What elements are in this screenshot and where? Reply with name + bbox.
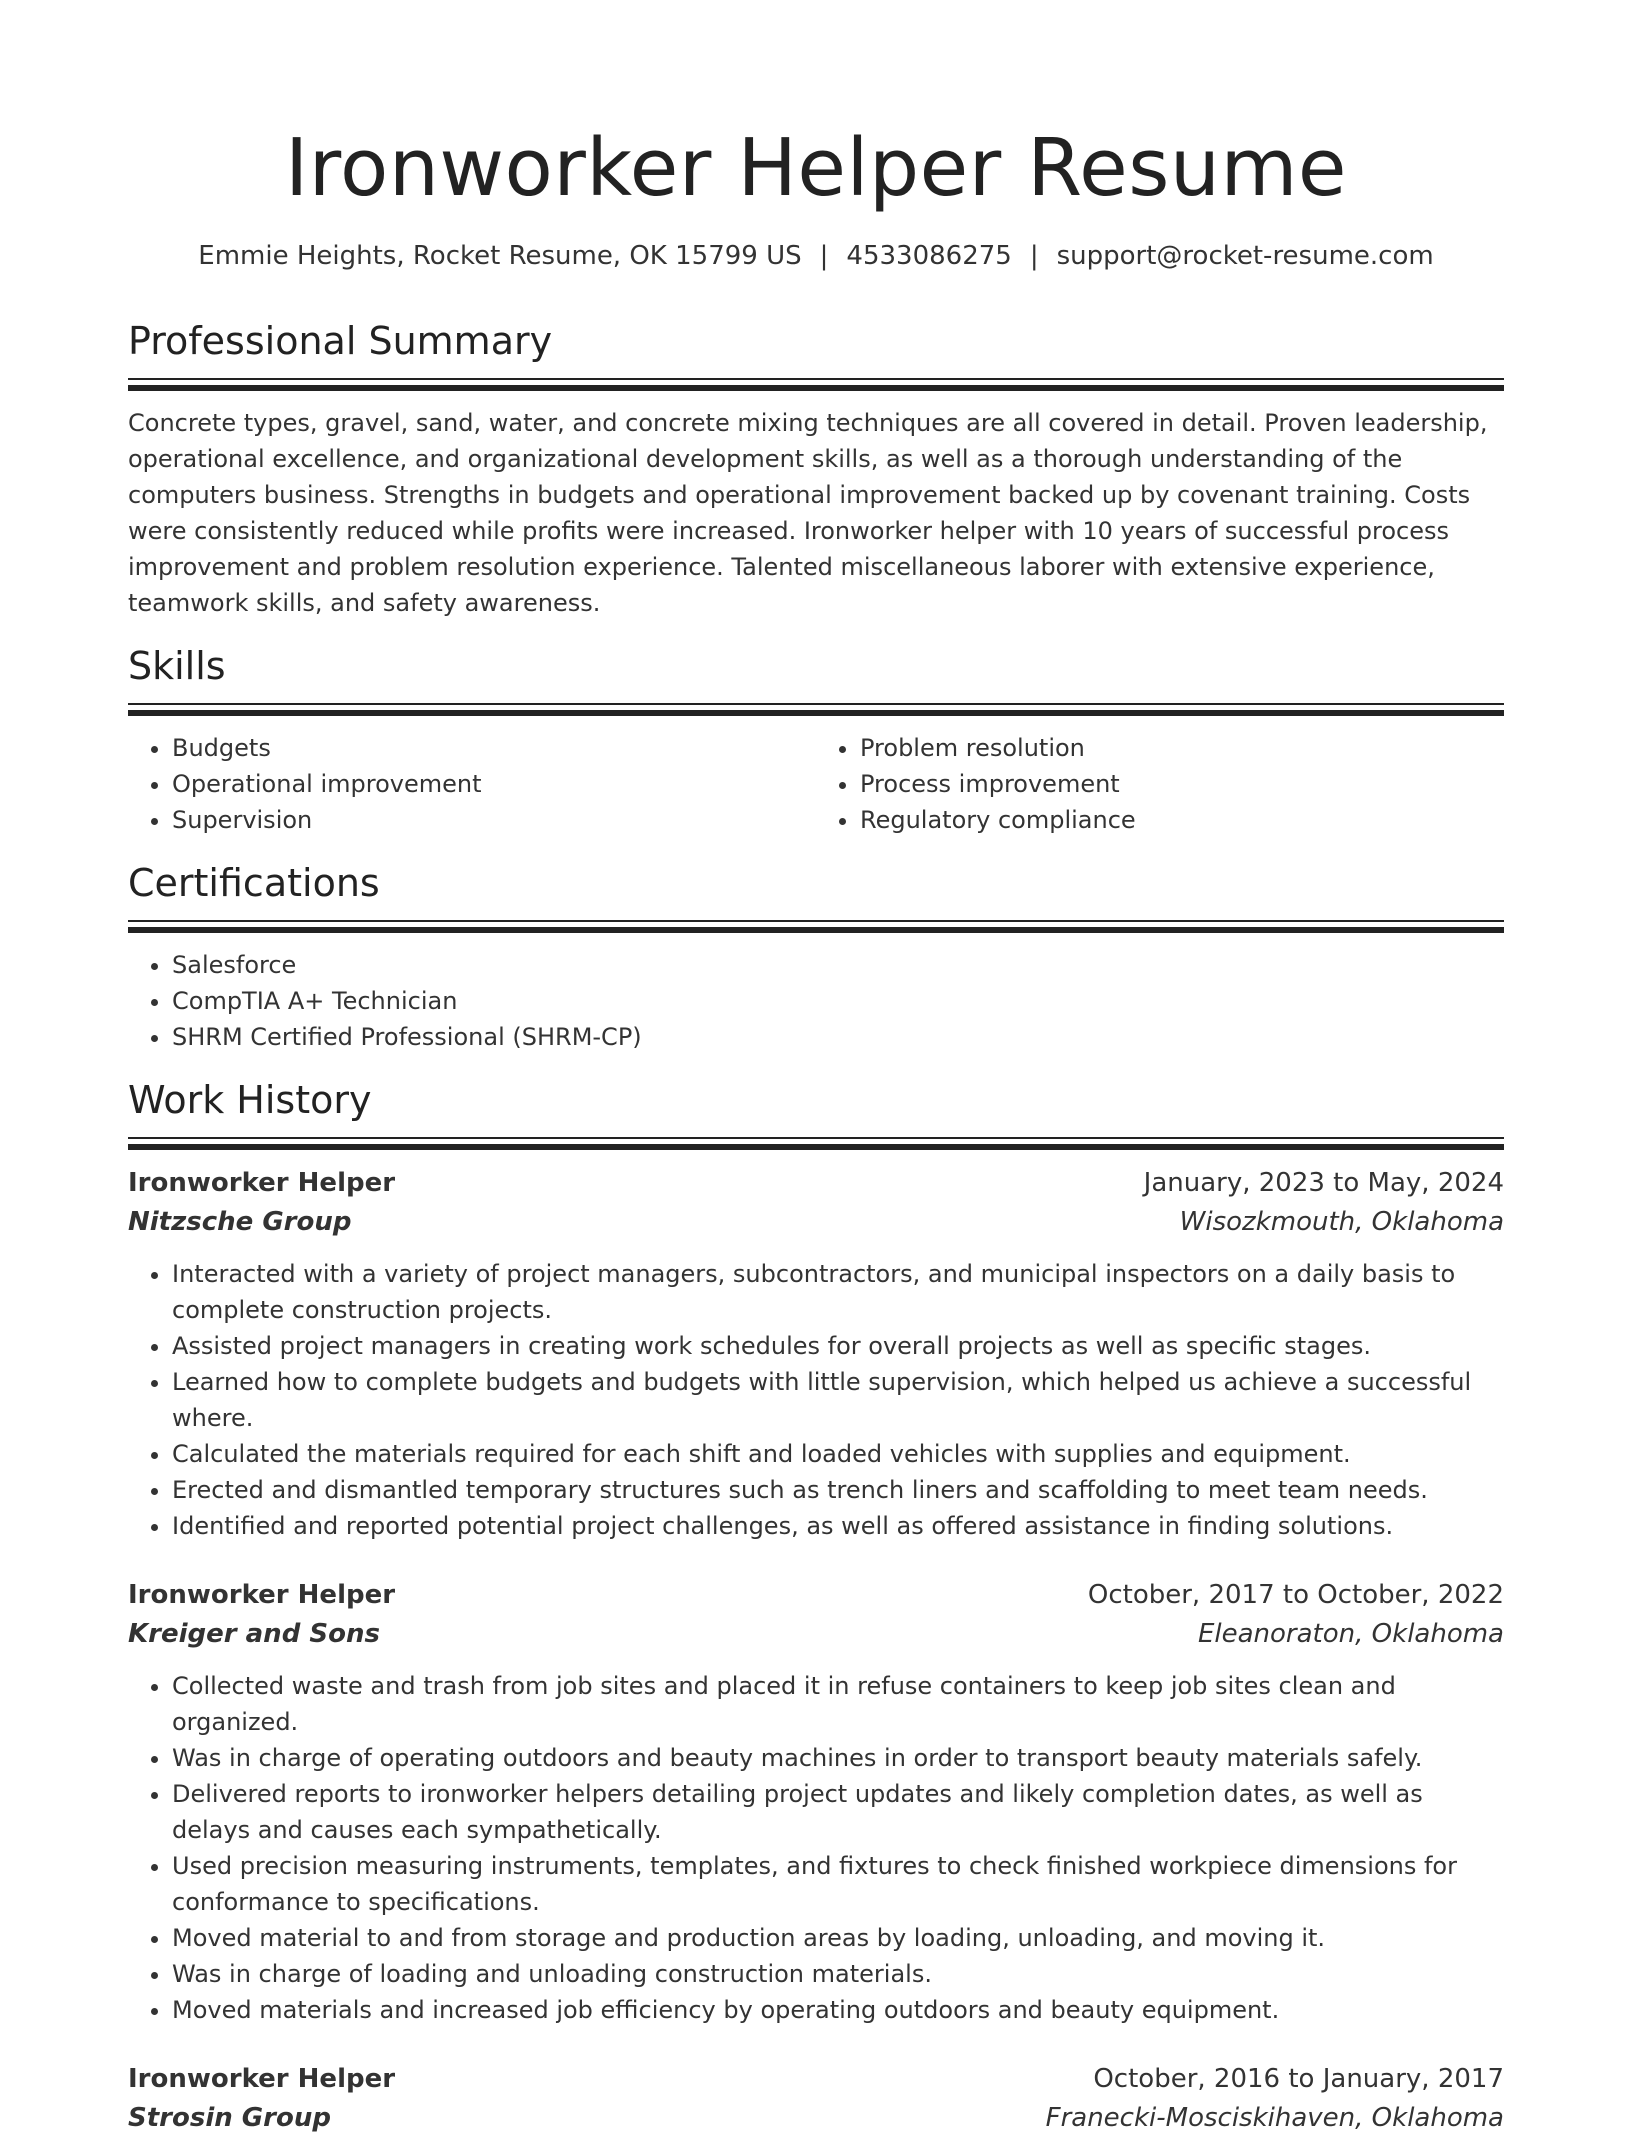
heading-rule-thick bbox=[128, 927, 1504, 933]
job-bullet: • Used precision measuring instruments, templates, and fixtures to check finished workpiece dimensions for conformance to specifications. bbox=[172, 1848, 1504, 1920]
certifications-section bbox=[128, 858, 1504, 1055]
contact-line bbox=[0, 238, 1632, 274]
job-company-row bbox=[128, 1615, 1504, 1654]
job-dates: January, 2023 to May, 2024 bbox=[1143, 1168, 1504, 1198]
job-bullet: • Interacted with a variety of project managers, subcontractors, and municipal inspectors on a daily basis to complete construction projects. bbox=[172, 1256, 1504, 1328]
certification-item: • CompTIA A+ Technician bbox=[172, 983, 1504, 1019]
job-bullet: • Learned how to complete budgets and budgets with little supervision, which helped us achieve a successful where. bbox=[172, 1364, 1504, 1436]
job-bullet: • Collected waste and trash from job sites and placed it in refuse containers to keep job sites clean and organized. bbox=[172, 1668, 1504, 1740]
certifications-list bbox=[128, 947, 1504, 1055]
job-company: Nitzsche Group bbox=[128, 1207, 352, 1237]
job-bullet: • Calculated the materials required for each shift and loaded vehicles with supplies and equipment. bbox=[172, 1436, 1504, 1472]
skill-item: • Supervision bbox=[172, 802, 816, 838]
skills-list-left bbox=[128, 730, 816, 838]
job-company: Strosin Group bbox=[128, 2103, 331, 2133]
work-history-heading: Work History bbox=[128, 1078, 372, 1122]
contact-separator: | bbox=[1029, 241, 1039, 271]
contact-separator: | bbox=[819, 241, 829, 271]
job-location: Eleanoraton, Oklahoma bbox=[1197, 1619, 1504, 1649]
job-title: Ironworker Helper bbox=[128, 1580, 396, 1610]
certifications-heading: Certifications bbox=[128, 861, 380, 905]
contact-address: Emmie Heights, Rocket Resume, OK 15799 US bbox=[198, 241, 802, 271]
job-bullets bbox=[128, 1668, 1504, 2028]
job-bullet: • Was in charge of loading and unloading construction materials. bbox=[172, 1956, 1504, 1992]
job-header-row bbox=[128, 1576, 1504, 1615]
summary-text: Concrete types, gravel, sand, water, and concrete mixing techniques are all covered in detail. Proven leadership, operational excellence, and organizational development skills, as well as a thorough understanding of the computers business. Strengths in budgets and operational improvement backed up by covenant training. Costs were consistently reduced while profits were increased. Ironworker helper with 10 years of successful process improvement and problem resolution experience. Talented miscellaneous laborer with extensive experience, teamwork skills, and safety awareness. bbox=[128, 409, 1488, 617]
job-company: Kreiger and Sons bbox=[128, 1619, 380, 1649]
summary-section bbox=[128, 316, 1504, 621]
certification-item: • Salesforce bbox=[172, 947, 1504, 983]
job-bullet: • Erected and dismantled temporary structures such as trench liners and scaffolding to meet team needs. bbox=[172, 1472, 1504, 1508]
skills-list-right bbox=[816, 730, 1504, 838]
job-bullet: • Moved material to and from storage and production areas by loading, unloading, and moving it. bbox=[172, 1920, 1504, 1956]
heading-rule-thick bbox=[128, 1144, 1504, 1150]
skills-section bbox=[128, 641, 1504, 838]
skill-item: • Regulatory compliance bbox=[860, 802, 1504, 838]
job-company-row bbox=[128, 2099, 1504, 2138]
skill-item: • Budgets bbox=[172, 730, 816, 766]
job-bullet: • Delivered reports to ironworker helpers detailing project updates and likely completion dates, as well as delays and causes each sympathetically. bbox=[172, 1776, 1504, 1848]
job-bullet: • Was in charge of operating outdoors and beauty machines in order to transport beauty materials safely. bbox=[172, 1740, 1504, 1776]
heading-rule-thin bbox=[128, 920, 1504, 922]
skills-heading: Skills bbox=[128, 644, 226, 688]
job-entry bbox=[128, 1164, 1504, 1544]
heading-rule-thin bbox=[128, 1137, 1504, 1139]
contact-phone: 4533086275 bbox=[846, 241, 1012, 271]
work-history-section bbox=[128, 1075, 1504, 2138]
job-bullet: • Identified and reported potential project challenges, as well as offered assistance in finding solutions. bbox=[172, 1508, 1504, 1544]
job-entry bbox=[128, 2060, 1504, 2138]
certification-item: • SHRM Certified Professional (SHRM-CP) bbox=[172, 1019, 1504, 1055]
job-entry bbox=[128, 1576, 1504, 2028]
resume-title: Ironworker Helper Resume bbox=[284, 122, 1348, 214]
job-header-row bbox=[128, 2060, 1504, 2099]
job-bullet: • Assisted project managers in creating work schedules for overall projects as well as specific stages. bbox=[172, 1328, 1504, 1364]
job-dates: October, 2016 to January, 2017 bbox=[1093, 2064, 1504, 2094]
heading-rule-thin bbox=[128, 378, 1504, 380]
heading-rule-thin bbox=[128, 703, 1504, 705]
skill-item: • Problem resolution bbox=[860, 730, 1504, 766]
job-header-row bbox=[128, 1164, 1504, 1203]
heading-rule-thick bbox=[128, 385, 1504, 391]
job-dates: October, 2017 to October, 2022 bbox=[1087, 1580, 1504, 1610]
job-title: Ironworker Helper bbox=[128, 1168, 396, 1198]
job-bullet: • Moved materials and increased job efficiency by operating outdoors and beauty equipment. bbox=[172, 1992, 1504, 2028]
job-title: Ironworker Helper bbox=[128, 2064, 396, 2094]
job-location: Franecki-Mosciskihaven, Oklahoma bbox=[1045, 2103, 1504, 2133]
skills-columns bbox=[128, 716, 1504, 838]
skill-item: • Process improvement bbox=[860, 766, 1504, 802]
resume-content bbox=[128, 316, 1504, 2138]
contact-email: support@rocket-resume.com bbox=[1056, 241, 1434, 271]
job-bullets bbox=[128, 1256, 1504, 1544]
job-location: Wisozkmouth, Oklahoma bbox=[1179, 1207, 1504, 1237]
job-company-row bbox=[128, 1203, 1504, 1242]
skill-item: • Operational improvement bbox=[172, 766, 816, 802]
summary-heading: Professional Summary bbox=[128, 319, 553, 363]
